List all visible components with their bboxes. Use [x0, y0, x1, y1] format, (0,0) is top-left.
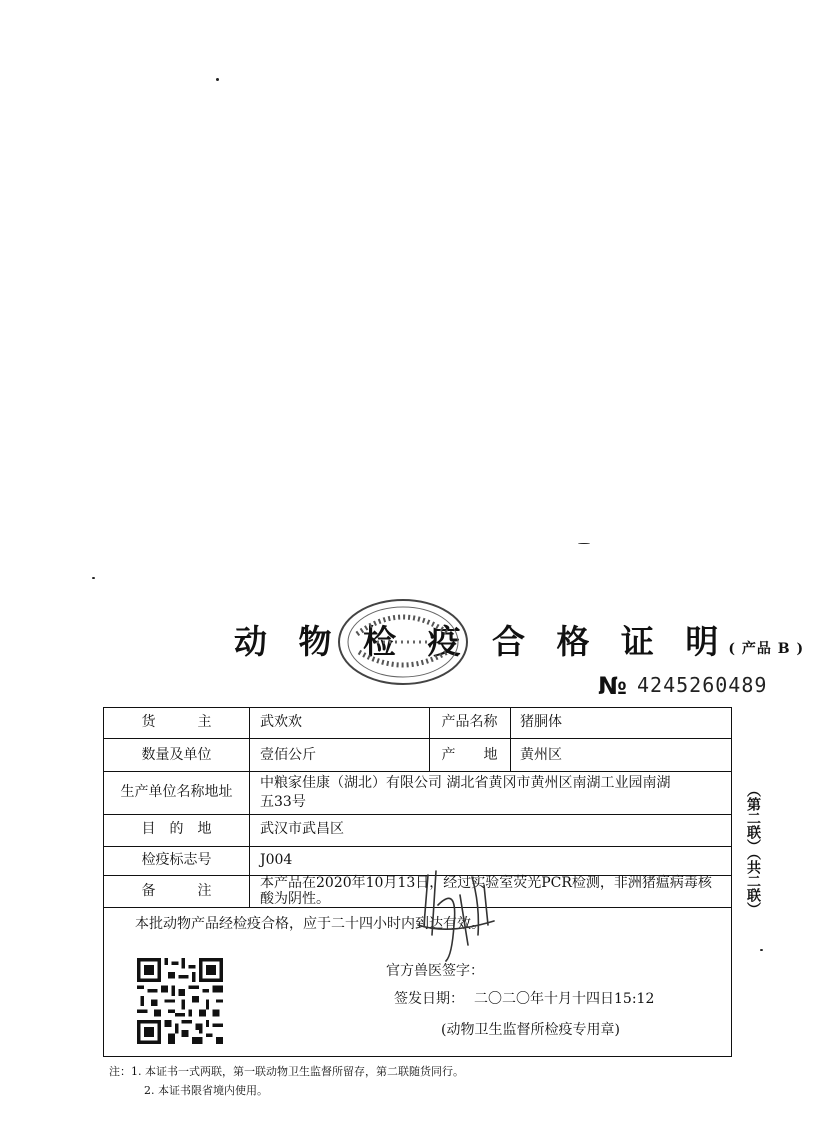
title-sub: ( 产品 B ) [728, 641, 805, 657]
shipper-label: 货 主 [141, 714, 212, 730]
vet-signature-label: 官方兽医签字： [386, 963, 484, 979]
quantity-label: 数量及单位 [141, 747, 212, 763]
producer-address-line2: 五33号 [260, 794, 306, 810]
qr-code [137, 958, 223, 1044]
producer-label: 生产单位名称地址 [120, 784, 233, 800]
mark-no-label: 检疫标志号 [141, 852, 212, 868]
vet-signature [408, 865, 504, 970]
quantity-value: 壹佰公斤 [260, 747, 316, 763]
remarks-line2: 酸为阴性。 [260, 891, 330, 907]
remarks-line1: 本产品在2020年10月13日，经过实验室荧光PCR检测，非洲猪瘟病毒核 [260, 875, 712, 891]
product-name-value: 猪胴体 [520, 714, 562, 730]
certificate-number: 4245260489 [637, 673, 768, 697]
official-seal [337, 598, 469, 686]
speck [92, 577, 95, 579]
footnote-2: 2. 本证书限省境内使用。 [144, 1084, 268, 1097]
producer-address-line1: 中粮家佳康（湖北）有限公司 湖北省黄冈市黄州区南湖工业园南湖 [260, 775, 671, 791]
origin-label: 产 地 [441, 747, 498, 763]
shipper-value: 武欢欢 [260, 714, 302, 730]
validity-statement: 本批动物产品经检疫合格，应于二十四小时内到达有效。 [135, 916, 485, 932]
copy-side-label [742, 783, 764, 916]
stamp-label: (动物卫生监督所检疫专用章) [441, 1022, 620, 1038]
number-mark: № [598, 672, 627, 700]
speck [578, 543, 590, 544]
origin-value: 黄州区 [520, 747, 562, 763]
destination-value: 武汉市武昌区 [260, 821, 344, 837]
speck [216, 78, 219, 81]
title-main: 动 物 检 疫 合 格 证 明 [234, 622, 729, 661]
destination-label: 目 的 地 [141, 821, 212, 837]
remarks-label: 备 注 [141, 883, 212, 899]
speck [760, 949, 763, 951]
issue-date-label: 签发日期： [394, 991, 464, 1007]
footnote-1: 注：1. 本证书一式两联，第一联动物卫生监督所留存，第二联随货同行。 [109, 1065, 464, 1078]
product-name-label: 产品名称 [441, 714, 498, 730]
issue-date-value: 二〇二〇年十月十四日15:12 [474, 991, 655, 1007]
certificate-title [234, 616, 804, 663]
mark-no-value: J004 [260, 852, 293, 868]
side-label-text: （第二联）（共二联） [745, 783, 761, 916]
